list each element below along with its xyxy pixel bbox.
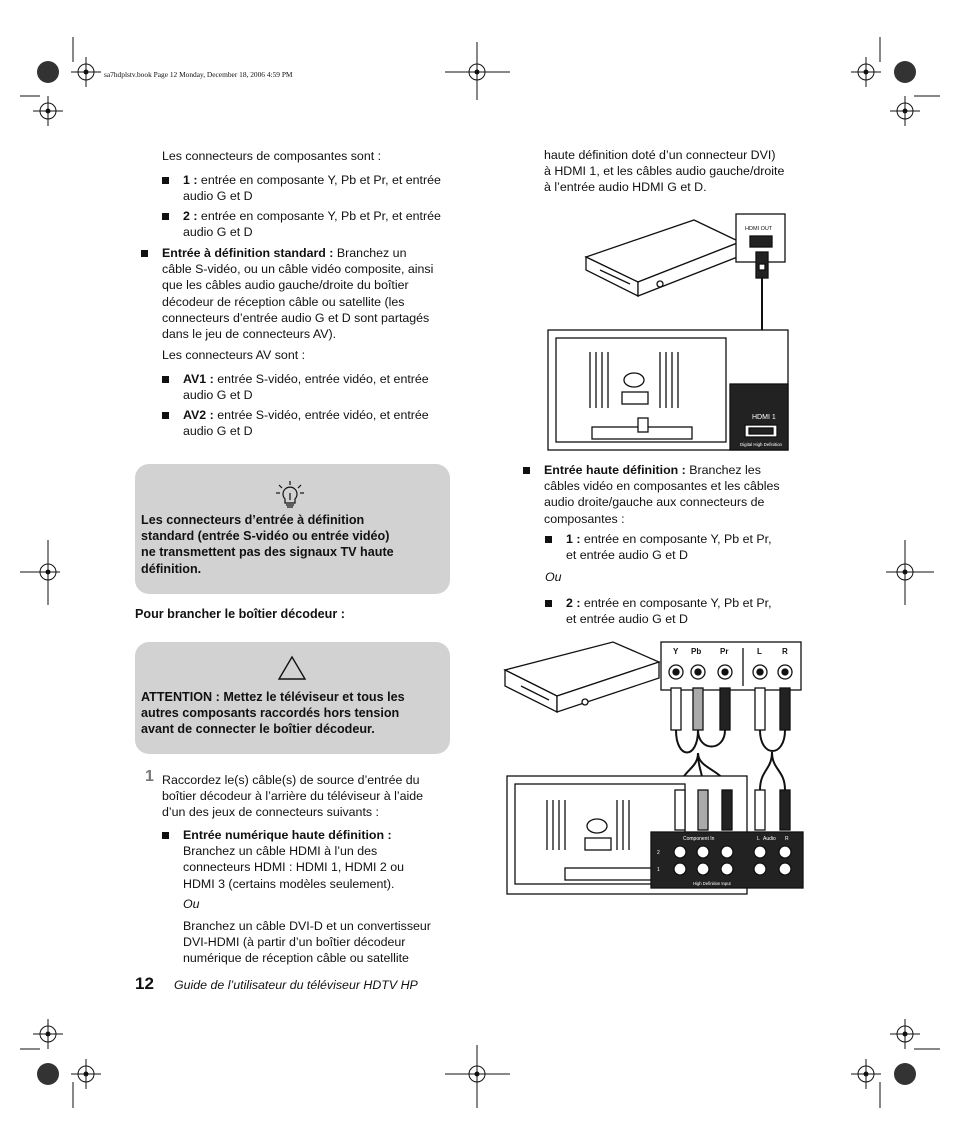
text-line: connecteurs d’entrée audio G et D sont partagés — [162, 310, 430, 325]
jack-label-l: L — [757, 647, 762, 656]
av1-item — [183, 371, 458, 403]
digital-hd-item — [183, 827, 458, 892]
dvi-text — [183, 918, 458, 967]
hd-component-1-item — [566, 531, 816, 563]
text-line: boîtier décodeur à l’arrière du téléviseur à l’aide — [162, 789, 424, 804]
text-line: à l’entrée audio HDMI G et D. — [544, 180, 707, 195]
hdmi-1-label: HDMI 1 — [752, 414, 776, 421]
text-line: audio G et D — [183, 424, 253, 439]
hdmi-connection-diagram — [540, 212, 810, 452]
text-line: câbles vidéo en composantes et les câbles — [544, 479, 780, 494]
components-intro: Les connecteurs de composantes sont : — [162, 149, 382, 163]
text-line: que les câbles audio gauche/droite du boîtier — [162, 278, 409, 293]
av2-label: AV2 : — [183, 408, 214, 422]
panel-r-label: R — [785, 836, 789, 842]
text-line: entrée S-vidéo, entrée vidéo, et entrée — [217, 408, 429, 422]
text-line: audio droite/gauche aux connecteurs de — [544, 495, 765, 510]
text-line: Branchez un — [336, 246, 407, 260]
file-info: sa7hdplstv.book Page 12 Monday, December 18, 2006 4:59 PM — [104, 70, 293, 79]
high-definition-label: Entrée haute définition : — [544, 463, 686, 477]
standard-definition-item — [162, 245, 457, 342]
bullet — [162, 376, 169, 383]
or-text: Ou — [545, 570, 562, 584]
text-line: entrée en composante Y, Pb et Pr, — [583, 532, 772, 546]
hd-component-2-item — [566, 595, 816, 627]
component-1-label: 1 : — [183, 173, 198, 187]
text-line: haute définition doté d’un connecteur DVI) — [544, 148, 776, 162]
text-line: Raccordez le(s) câble(s) de source d’entrée du — [162, 773, 420, 787]
bullet — [162, 177, 169, 184]
text-line: numérique de réception câble ou satellite — [183, 951, 409, 966]
bullet — [162, 213, 169, 220]
text-line: à HDMI 1, et les câbles audio gauche/droite — [544, 164, 785, 179]
digital-hd-label-diagram: Digital High Definition — [740, 442, 782, 447]
text-line: connecteurs HDMI : HDMI 1, HDMI 2 ou — [183, 860, 405, 875]
text-line: définition. — [141, 561, 202, 576]
component-1-item — [183, 172, 453, 204]
standard-definition-label: Entrée à définition standard : — [162, 246, 334, 260]
text-line: Branchez les — [689, 463, 761, 477]
component-in-label: Component In — [683, 836, 715, 842]
component-2-item — [183, 208, 453, 240]
jack-label-pr: Pr — [720, 647, 729, 656]
bullet — [141, 250, 148, 257]
text-line: entrée S-vidéo, entrée vidéo, et entrée — [217, 372, 429, 386]
hd-component-1-label: 1 : — [566, 532, 581, 546]
panel-l-label: L — [757, 836, 760, 842]
text-line: et entrée audio G et D — [566, 548, 688, 563]
step-text — [162, 772, 452, 821]
or-text: Ou — [183, 897, 200, 911]
component-2-label: 2 : — [183, 209, 198, 223]
component-connection-diagram — [505, 640, 805, 900]
jack-label-r: R — [782, 647, 788, 656]
text-line: autres composants raccordés hors tension — [141, 706, 400, 721]
row-1-label: 1 — [657, 867, 660, 873]
high-def-input-label: High Definition Input — [693, 881, 731, 886]
text-line: ne transmettent pas des signaux TV haute — [141, 545, 394, 560]
text-line: Branchez un câble HDMI à l’un des — [183, 844, 378, 859]
hd-component-2-label: 2 : — [566, 596, 581, 610]
high-definition-item — [544, 462, 814, 527]
warning-triangle-icon — [277, 655, 307, 681]
tip-text — [141, 512, 446, 577]
digital-hd-label: Entrée numérique haute définition : — [183, 828, 392, 842]
text-line: décodeur de réception câble ou satellite (les — [162, 294, 405, 309]
text-line: Branchez un câble DVI-D et un convertisseur — [183, 919, 431, 933]
bullet — [162, 832, 169, 839]
bullet — [545, 536, 552, 543]
text-line: composantes : — [544, 511, 625, 526]
continuation-text — [544, 147, 824, 196]
row-2-label: 2 — [657, 850, 660, 856]
av-intro: Les connecteurs AV sont : — [162, 348, 306, 362]
hdmi-out-label: HDMI OUT — [745, 226, 773, 232]
component-2-text: audio G et D — [183, 225, 253, 240]
bullet — [545, 600, 552, 607]
text-line: standard (entrée S-vidéo ou entrée vidéo) — [141, 529, 390, 544]
jack-label-pb: Pb — [691, 647, 702, 656]
jack-label-y: Y — [673, 647, 679, 656]
page-number: 12 — [135, 974, 154, 993]
warning-text — [141, 689, 446, 738]
component-2-text: entrée en composante Y, Pb et Pr, et entrée — [200, 209, 441, 223]
bullet — [523, 467, 530, 474]
text-line: d’un des jeux de connecteurs suivants : — [162, 805, 379, 820]
av1-label: AV1 : — [183, 372, 214, 386]
lightbulb-icon — [272, 476, 312, 516]
text-line: ATTENTION : Mettez le téléviseur et tous les — [141, 690, 405, 704]
text-line: avant de connecter le boîtier décodeur. — [141, 722, 375, 737]
guide-title: Guide de l’utilisateur du téléviseur HDTV HP — [174, 978, 418, 992]
audio-label: Audio — [763, 836, 776, 842]
bullet — [162, 412, 169, 419]
text-line: et entrée audio G et D — [566, 612, 688, 627]
component-1-text: entrée en composante Y, Pb et Pr, et entrée — [200, 173, 441, 187]
text-line: audio G et D — [183, 388, 253, 403]
component-1-text: audio G et D — [183, 189, 253, 204]
step-number: 1 — [145, 768, 154, 785]
av2-item — [183, 407, 458, 439]
procedure-heading: Pour brancher le boîtier décodeur : — [135, 607, 345, 621]
text-line: entrée en composante Y, Pb et Pr, — [583, 596, 772, 610]
text-line: dans le jeu de connecteurs AV). — [162, 327, 337, 342]
text-line: DVI-HDMI (à partir d’un boîtier décodeur — [183, 935, 406, 950]
text-line: HDMI 3 (certains modèles seulement). — [183, 876, 395, 891]
text-line: Les connecteurs d’entrée à définition — [141, 513, 365, 527]
text-line: câble S-vidéo, ou un câble vidéo composite, ainsi — [162, 262, 434, 277]
